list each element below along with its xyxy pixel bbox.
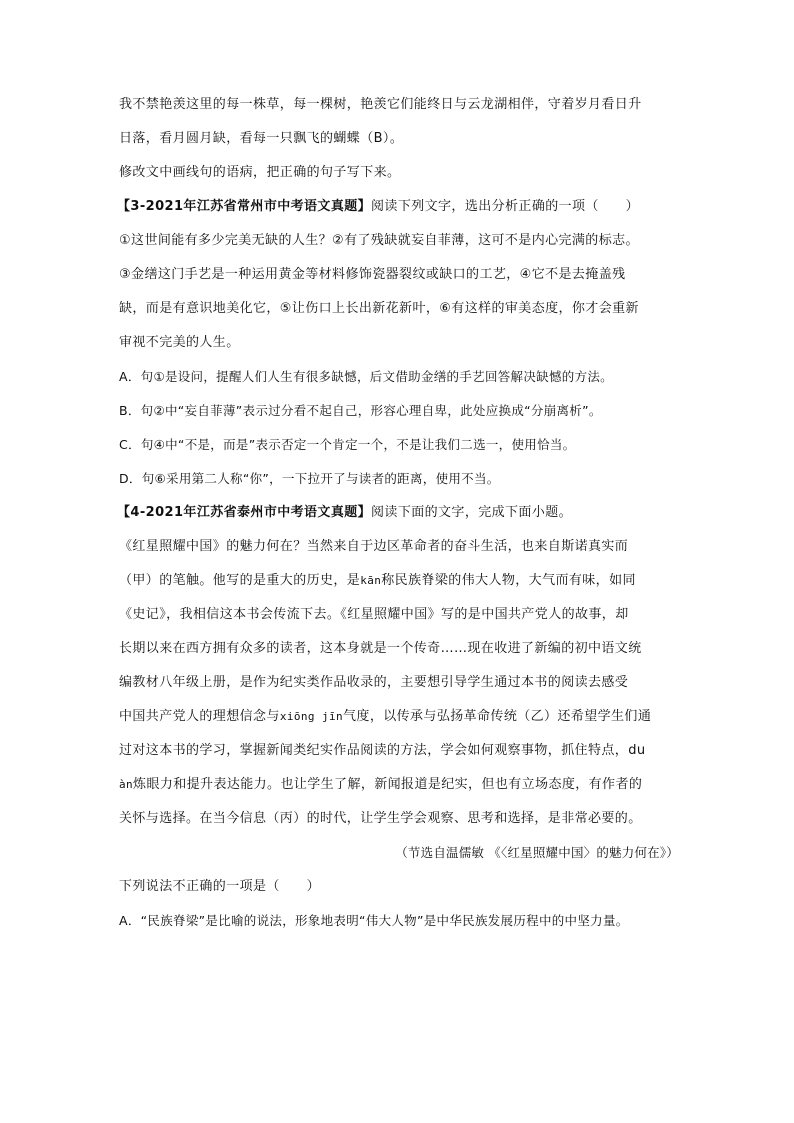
- question-3-header: [117, 198, 679, 216]
- passage-segment: 炼眼力和提升表达能力。也让学生了解，新闻报道是纪实，但也有立场态度，有作者的: [133, 777, 643, 792]
- passage-line: ①这世间能有多少完美无缺的人生？②有了残缺就妄自菲薄，这可不是内心完满的标志。: [119, 233, 639, 248]
- passage-line: ③金缮这门手艺是一种运用黄金等材料修饰瓷器裂纹或缺口的工艺，④它不是去掩盖残: [119, 267, 626, 282]
- option-d: D．句⑥采用第二人称“你”，一下拉开了与读者的距离，使用不当。: [119, 471, 500, 486]
- pinyin-xiong-jin: xiōng jīn: [279, 710, 344, 723]
- question-prompt: 下列说法不正确的一项是（ ）: [119, 879, 321, 894]
- passage-line: 《红星照耀中国》的魅力何在？当然来自于边区革命者的奋斗生活，也来自斯诺真实而: [119, 539, 629, 554]
- text-line: 日落，看月圆月缺，看每一只飘飞的蝴蝶（B）。: [119, 131, 404, 146]
- passage-source: （节选自温儒敏 《〈红星照耀中国〉的魅力何在》）: [395, 845, 679, 860]
- document-content: [119, 96, 679, 946]
- passage-line: 缺，而是有意识地美化它，⑤让伤口上长出新花新叶，⑥有这样的审美态度，你才会重新: [119, 301, 639, 316]
- passage-line: 编教材八年级上册，是作为纪实类作品收录的，主要想引导学生通过本书的阅读去感受: [119, 675, 629, 690]
- passage-line: 《史记》，我相信这本书会传流下去。《红星照耀中国》写的是中国共产党人的故事，却: [119, 607, 629, 622]
- question-prompt: 修改文中画线句的语病，把正确的句子写下来。: [119, 165, 401, 180]
- pinyin-duan-tail: àn: [119, 778, 134, 791]
- option-a: A．“民族脊梁”是比喻的说法，形象地表明“伟大人物”是中华民族发展历程中的中坚力量。: [119, 913, 629, 928]
- option-c: C．句④中“不是，而是”表示否定一个肯定一个，不是让我们二选一，使用恰当。: [119, 437, 576, 452]
- passage-line: [119, 708, 679, 726]
- passage-line: 审视不完美的人生。: [119, 335, 240, 350]
- passage-line: [119, 776, 679, 794]
- option-a: A．句①是设问，提醒人们人生有很多缺憾，后文借助金缮的手艺回答解决缺憾的方法。: [119, 369, 613, 384]
- question-3-instruction: 阅读下列文字，选出分析正确的一项（ ）: [371, 199, 640, 214]
- pinyin-kan: kān: [360, 574, 382, 587]
- passage-segment: （甲）的笔触。他写的是重大的历史，是: [119, 573, 361, 588]
- passage-line: 关怀与选择。在当今信息（丙）的时代，让学生学会观察、思考和选择，是非常必要的。: [119, 811, 642, 826]
- question-4-source: 【4-2021年江苏省泰州市中考语文真题】: [117, 505, 372, 520]
- passage-segment: 称民族脊梁的伟大人物，大气而有味，如同: [381, 573, 636, 588]
- passage-segment: 中国共产党人的理想信念与: [119, 709, 280, 724]
- option-b: B．句②中“妄自菲薄”表示过分看不起自己，形容心理自卑，此处应换成“分崩离析”。: [119, 403, 602, 418]
- question-3-source: 【3-2021年江苏省常州市中考语文真题】: [117, 199, 372, 214]
- question-4-header: [117, 504, 679, 522]
- passage-line: [119, 572, 679, 590]
- passage-line: 长期以来在西方拥有众多的读者，这本身就是一个传奇……现在收进了新编的初中语文统: [119, 641, 642, 656]
- text-line: 我不禁艳羡这里的每一株草，每一棵树，艳羡它们能终日与云龙湖相伴，守着岁月看日升: [119, 97, 642, 112]
- passage-line: 过对这本书的学习，掌握新闻类纪实作品阅读的方法，学会如何观察事物，抓住特点，du: [119, 743, 646, 758]
- passage-segment: 气度，以传承与弘扬革命传统（乙）还希望学生们通: [343, 709, 652, 724]
- question-4-instruction: 阅读下面的文字，完成下面小题。: [371, 505, 573, 520]
